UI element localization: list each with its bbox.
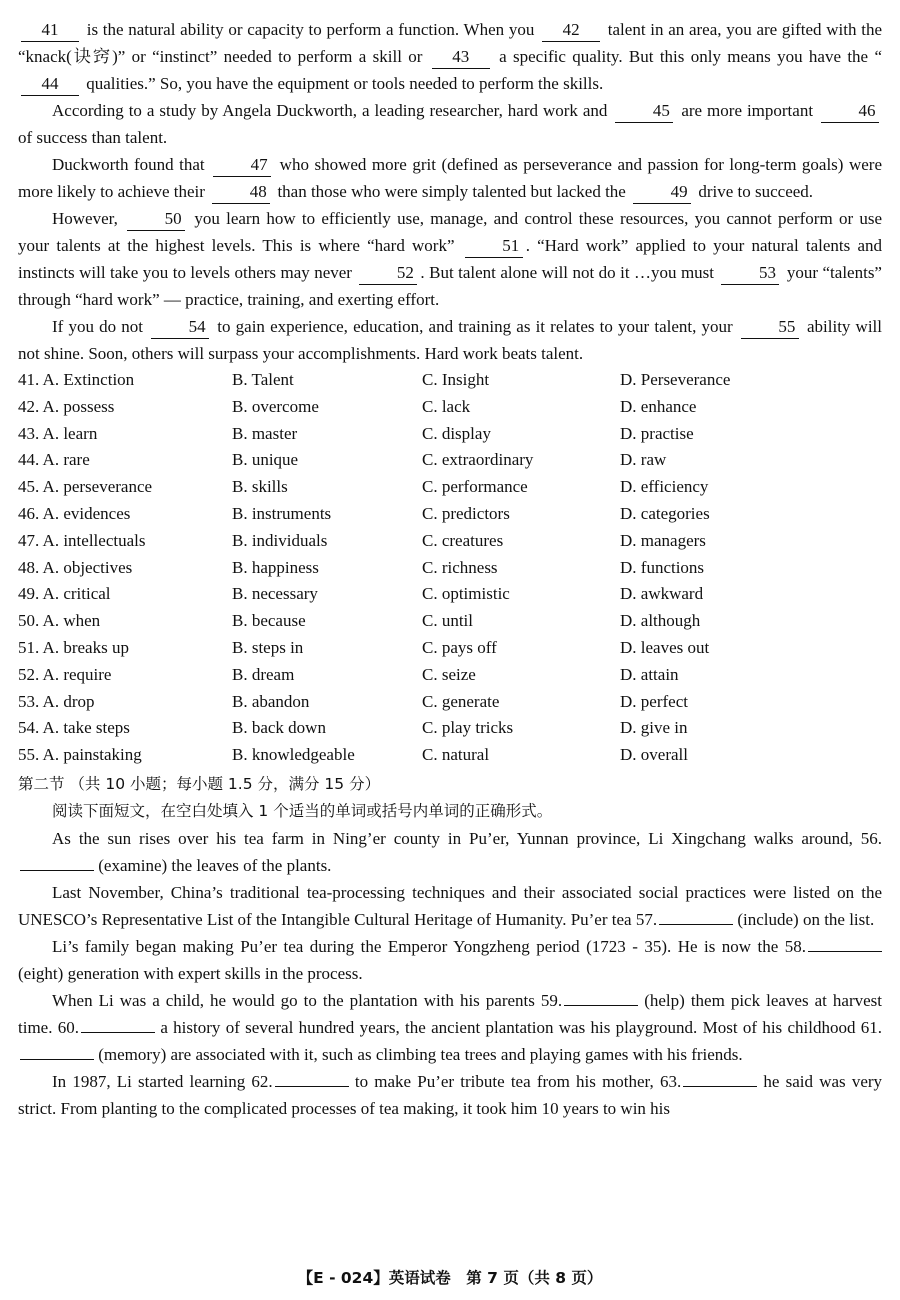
passage-text: ability will not shine. Soon, others will surpass your accomplishments. Hard work beats talent. (18, 317, 883, 363)
cloze-text: When Li was a child, he would go to the plantation with his parents 59. (52, 990, 563, 1010)
option-choice[interactable]: 41. A. Extinction (18, 370, 135, 389)
option-choice[interactable]: 47. A. intellectuals (18, 530, 146, 550)
cloze-paragraph (18, 1068, 882, 1122)
option-choice[interactable]: B. unique (232, 450, 299, 470)
option-choice[interactable]: D. attain (620, 664, 679, 684)
cloze-text: (examine) the leaves of the plants. (98, 855, 332, 875)
option-choice[interactable]: B. steps in (232, 637, 304, 657)
option-choice[interactable]: C. Insight (422, 370, 490, 389)
option-choice[interactable]: 53. A. drop (18, 691, 95, 711)
option-row (18, 394, 882, 421)
passage-text: your “talents” through “hard work” — practice, training, and exerting effort. (18, 263, 882, 309)
cloze-paragraph (18, 825, 882, 879)
passage-text: drive to succeed. (694, 182, 814, 201)
blank-54[interactable]: 54 (151, 316, 209, 339)
section-2-instruction: 阅读下面短文，在空白处填入 1 个适当的单词或括号内单词的正确形式。 (52, 801, 553, 820)
passage-text: However, (52, 209, 125, 228)
cloze-text: (help) them pick leaves at harvest time. 60. (18, 990, 883, 1037)
cloze-paragraph (18, 879, 882, 933)
option-choice[interactable]: B. overcome (232, 396, 319, 416)
cloze-blank[interactable] (564, 987, 638, 1006)
option-choice[interactable]: B. necessary (232, 584, 318, 604)
cloze-text: As the sun rises over his tea farm in Ning’er county in Pu’er, Yunnan province, Li Xingchang walks around, 56. (52, 828, 882, 848)
option-choice[interactable]: C. performance (422, 477, 528, 497)
option-choice[interactable]: B. skills (232, 477, 288, 497)
option-choice[interactable]: D. enhance (620, 396, 697, 416)
option-choice[interactable]: C. richness (422, 557, 498, 577)
cloze-blank[interactable] (808, 933, 882, 952)
paragraph-1 (18, 16, 882, 97)
option-choice[interactable]: C. predictors (422, 503, 510, 523)
cloze-blank[interactable] (81, 1014, 155, 1033)
blank-45[interactable]: 45 (615, 100, 673, 123)
option-choice[interactable]: B. instruments (232, 503, 332, 523)
cloze-blank[interactable] (659, 906, 733, 925)
option-row (18, 608, 882, 635)
paragraph-5 (18, 313, 882, 367)
blank-42[interactable]: 42 (542, 19, 600, 42)
option-choice[interactable]: C. extraordinary (422, 450, 534, 470)
option-choice[interactable]: B. back down (232, 718, 326, 738)
cloze-passage (18, 825, 882, 1122)
option-row (18, 421, 882, 448)
option-choice[interactable]: 42. A. possess (18, 396, 115, 416)
option-choice[interactable]: B. master (232, 423, 298, 443)
option-choice[interactable]: 52. A. require (18, 664, 112, 684)
cloze-paragraph (18, 933, 882, 987)
cloze-text: to make Pu’er tribute tea from his mother, 63. (354, 1071, 682, 1091)
option-row (18, 742, 882, 769)
option-row (18, 447, 882, 474)
passage-text: . But talent alone will not do it …you must (420, 263, 719, 282)
option-row (18, 662, 882, 689)
option-row (18, 555, 882, 582)
passage-text: of success than talent. (18, 128, 168, 147)
paragraph-3 (18, 151, 882, 205)
cloze-text: (eight) generation with expert skills in the process. (18, 963, 363, 983)
answer-options-table (18, 367, 882, 769)
option-choice[interactable]: B. dream (232, 664, 295, 684)
option-choice[interactable]: D. although (620, 611, 701, 631)
blank-49[interactable]: 49 (633, 181, 691, 204)
cloze-text: In 1987, Li started learning 62. (52, 1071, 273, 1091)
blank-44[interactable]: 44 (21, 73, 79, 96)
option-choice[interactable]: C. until (422, 611, 474, 631)
option-choice[interactable]: C. creatures (422, 530, 504, 550)
passage-text: talent in an area, you are gifted with the “knack(诀窍)” or “instinct” needed to perform a skill or (18, 20, 882, 66)
option-choice[interactable]: D. practise (620, 423, 694, 443)
passage-text: . “Hard work” applied to your natural talents and instincts will take you to levels others may never (18, 236, 882, 282)
option-choice[interactable]: 54. A. take steps (18, 718, 130, 738)
option-choice[interactable]: B. abandon (232, 691, 310, 711)
blank-48[interactable]: 48 (212, 181, 270, 204)
option-row (18, 501, 882, 528)
cloze-text: (include) on the list. (737, 909, 875, 929)
cloze-text: a history of several hundred years, the ancient plantation was his playground. Most of his childhood 61. (160, 1017, 882, 1037)
option-choice[interactable]: D. categories (620, 503, 710, 523)
option-choice[interactable]: B. because (232, 611, 306, 631)
option-row (18, 635, 882, 662)
option-choice[interactable]: 43. A. learn (18, 423, 98, 443)
cloze-text: Last November, China’s traditional tea-processing techniques and their associated social practices were listed on the UNESCO’s Representative List of the Intangible Cultural Heritage of Humanity. Pu’er tea 57. (18, 882, 882, 929)
blank-50[interactable]: 50 (127, 208, 185, 231)
option-choice[interactable]: D. Perseverance (620, 370, 731, 389)
blank-43[interactable]: 43 (432, 46, 490, 69)
blank-55[interactable]: 55 (741, 316, 799, 339)
option-choice[interactable]: C. optimistic (422, 584, 510, 604)
option-choice[interactable]: C. natural (422, 745, 490, 765)
paragraph-2 (18, 97, 882, 151)
option-choice[interactable]: 49. A. critical (18, 584, 111, 604)
paragraph-4 (18, 205, 882, 313)
option-row (18, 474, 882, 501)
option-row (18, 367, 882, 394)
option-choice[interactable]: 51. A. breaks up (18, 637, 129, 657)
cloze-text: Li’s family began making Pu’er tea during the Emperor Yongzheng period (1723 - 35). He is now the 58. (52, 936, 806, 956)
option-choice[interactable]: C. seize (422, 664, 476, 684)
option-choice[interactable]: D. raw (620, 450, 667, 470)
option-row (18, 581, 882, 608)
option-choice[interactable]: B. happiness (232, 557, 319, 577)
passage-text: than those who were simply talented but lacked the (273, 182, 631, 201)
option-choice[interactable]: D. efficiency (620, 477, 709, 497)
passage-text: is the natural ability or capacity to perform a function. When you (82, 20, 540, 39)
passage-text: are more important (676, 101, 819, 120)
passage-text: According to a study by Angela Duckworth, a leading researcher, hard work and (52, 101, 613, 120)
passage-text: If you do not (52, 317, 149, 336)
cloze-blank[interactable] (683, 1068, 757, 1087)
option-choice[interactable]: C. generate (422, 691, 500, 711)
option-choice[interactable]: B. individuals (232, 530, 328, 550)
option-choice[interactable]: D. overall (620, 745, 688, 765)
blank-52[interactable]: 52 (359, 262, 417, 285)
option-choice[interactable]: D. managers (620, 530, 706, 550)
cloze-blank[interactable] (20, 852, 94, 871)
passage-text: a specific quality. But this only means you have the “ (492, 47, 882, 66)
section-2-title: 第二节 （共 10 小题；每小题 1.5 分，满分 15 分） (18, 774, 381, 793)
passage-text: Duckworth found that (52, 155, 211, 174)
option-choice[interactable]: 50. A. when (18, 611, 101, 631)
blank-51[interactable]: 51 (465, 235, 523, 258)
option-choice[interactable]: 45. A. perseverance (18, 477, 153, 497)
cloze-paragraph (18, 987, 882, 1068)
cloze-text: he said was very strict. From planting to the complicated processes of tea making, it took him 10 years to win his (18, 1071, 883, 1118)
option-row (18, 689, 882, 716)
option-choice[interactable]: D. perfect (620, 691, 688, 711)
passage-text: qualities.” So, you have the equipment or tools needed to perform the skills. (82, 74, 604, 93)
option-choice[interactable]: C. display (422, 423, 491, 443)
option-choice[interactable]: D. awkward (620, 584, 704, 604)
cloze-text: (memory) are associated with it, such as climbing tea trees and playing games with his friends. (98, 1044, 743, 1064)
option-row (18, 528, 882, 555)
blank-53[interactable]: 53 (721, 262, 779, 285)
cloze-blank[interactable] (20, 1041, 94, 1060)
option-choice[interactable]: 55. A. painstaking (18, 745, 142, 765)
option-choice[interactable]: B. Talent (232, 370, 294, 389)
option-choice[interactable]: 46. A. evidences (18, 503, 131, 523)
option-row (18, 715, 882, 742)
page-footer: 【E - 024】英语试卷 第 7 页（共 8 页） (297, 1269, 603, 1287)
blank-47[interactable]: 47 (213, 154, 271, 177)
option-choice[interactable]: C. lack (422, 396, 471, 416)
option-choice[interactable]: C. play tricks (422, 718, 514, 738)
option-choice[interactable]: D. give in (620, 718, 688, 738)
option-choice[interactable]: D. leaves out (620, 637, 710, 657)
blank-46[interactable]: 46 (821, 100, 879, 123)
option-choice[interactable]: C. pays off (422, 637, 497, 657)
passage-text: to gain experience, education, and training as it relates to your talent, your (212, 317, 738, 336)
passage-41-55 (18, 16, 882, 367)
option-choice[interactable]: 48. A. objectives (18, 557, 133, 577)
passage-text: you learn how to efficiently use, manage, and control these resources, you cannot perform or use your talents at the highest levels. This is where “hard work” (18, 209, 883, 255)
cloze-blank[interactable] (275, 1068, 349, 1087)
option-choice[interactable]: 44. A. rare (18, 450, 90, 470)
option-choice[interactable]: D. functions (620, 557, 705, 577)
blank-41[interactable]: 41 (21, 19, 79, 42)
passage-text: who showed more grit (defined as perseverance and passion for long-term goals) were more likely to achieve their (18, 155, 882, 201)
option-choice[interactable]: B. knowledgeable (232, 745, 355, 765)
